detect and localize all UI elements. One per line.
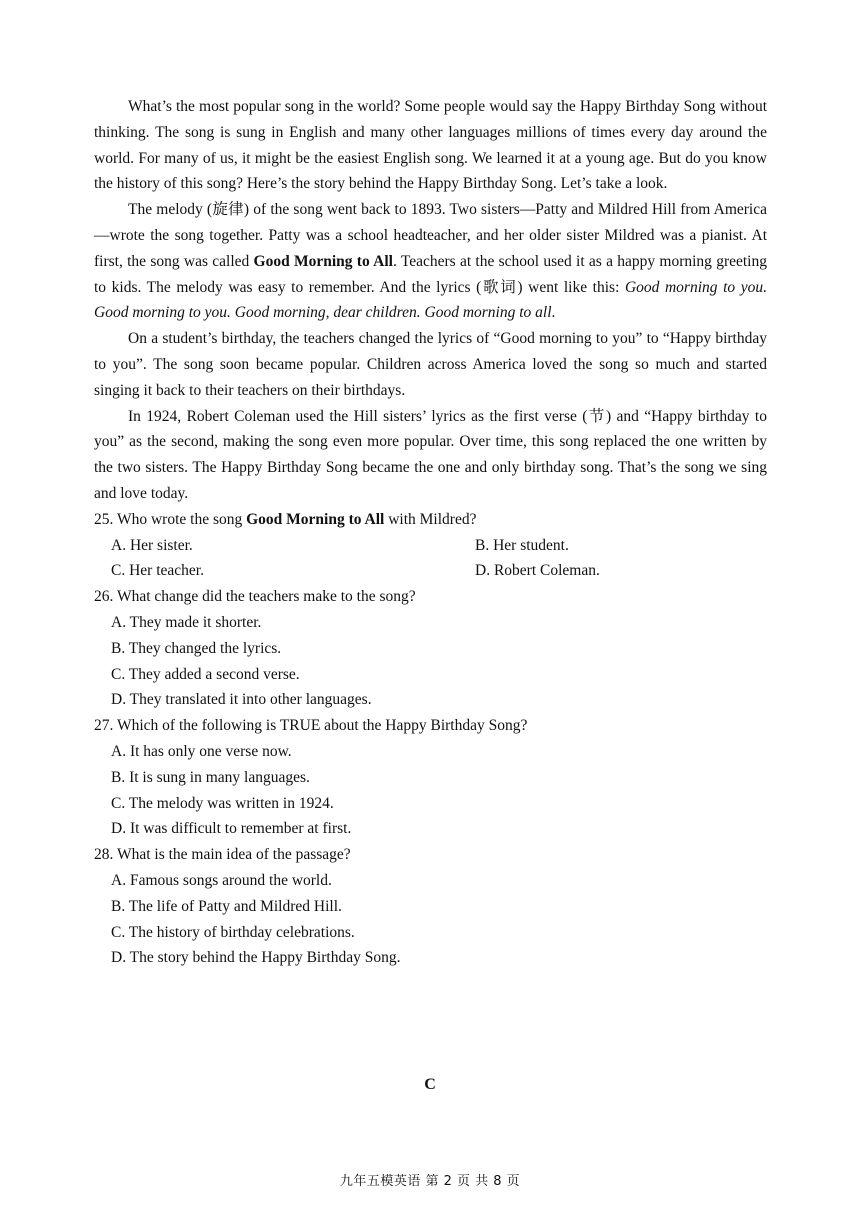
question-25 xyxy=(94,507,767,584)
q26-option-a[interactable]: A. They made it shorter. xyxy=(111,613,262,631)
question-26-stem: 26. What change did the teachers make to the song? xyxy=(94,588,416,606)
q27-option-c[interactable]: C. The melody was written in 1924. xyxy=(111,794,334,812)
exam-page xyxy=(94,94,767,971)
p2-text-b: . Teachers at the school used it as a happy morning greeting to kids. The melody was easy to remember. And the lyrics (歌词) went like this: xyxy=(94,252,767,296)
question-27-options xyxy=(94,739,767,842)
question-25-options xyxy=(94,533,767,585)
q27-option-a[interactable]: A. It has only one verse now. xyxy=(111,742,292,760)
page-footer: 九年五模英语 第 2 页 共 8 页 xyxy=(339,1174,521,1189)
p2-text-a: The melody (旋律) of the song went back to 1893. Two sisters—Patty and Mildred Hill from America—wrote the song together. Patty was a school headteacher, and her older sister Mildred was a pianist. At first, the song was called xyxy=(94,201,767,270)
question-26 xyxy=(94,584,767,713)
q25-stem-a: 25. Who wrote the song xyxy=(94,510,247,528)
lyrics-italic: Good morning to you. Good morning to you. Good morning, dear children. Good morning to all xyxy=(94,278,767,322)
q25-stem-bold: Good Morning to All xyxy=(246,510,385,528)
p2-text-end: . xyxy=(551,304,556,322)
q26-option-b[interactable]: B. They changed the lyrics. xyxy=(111,639,282,657)
q25-stem-b: with Mildred? xyxy=(384,510,477,528)
section-heading-c: C xyxy=(424,1076,436,1093)
passage-paragraph-3: On a student’s birthday, the teachers changed the lyrics of “Good morning to you” to “Happy birthday to you”. The song soon became popular. Children across America loved the song so much and started singing it back to their teachers on their birthdays. xyxy=(94,330,767,399)
q26-option-d[interactable]: D. They translated it into other languages. xyxy=(111,691,372,709)
song-title-bold: Good Morning to All xyxy=(253,252,393,270)
question-26-options xyxy=(94,610,767,713)
passage-paragraph-4: In 1924, Robert Coleman used the Hill sisters’ lyrics as the first verse (节) and “Happy birthday to you” as the second, making the song even more popular. Over time, this song replaced the one written by the two sisters. The Happy Birthday Song became the one and only birthday song. That’s the song we sing and love today. xyxy=(94,407,767,502)
q25-option-d[interactable]: D. Robert Coleman. xyxy=(475,562,600,580)
q28-option-a[interactable]: A. Famous songs around the world. xyxy=(111,871,332,889)
q26-option-c[interactable]: C. They added a second verse. xyxy=(111,665,300,683)
q28-option-b[interactable]: B. The life of Patty and Mildred Hill. xyxy=(111,897,342,915)
q27-option-b[interactable]: B. It is sung in many languages. xyxy=(111,768,310,786)
q27-option-d[interactable]: D. It was difficult to remember at first. xyxy=(111,820,352,838)
question-25-stem xyxy=(94,507,767,533)
question-27-stem: 27. Which of the following is TRUE about the Happy Birthday Song? xyxy=(94,717,528,735)
question-28-options xyxy=(94,868,767,971)
q25-option-a[interactable]: A. Her sister. xyxy=(111,536,193,554)
q28-option-c[interactable]: C. The history of birthday celebrations. xyxy=(111,923,355,941)
question-28 xyxy=(94,842,767,971)
passage-paragraph-1: What’s the most popular song in the world? Some people would say the Happy Birthday Song without thinking. The song is sung in English and many other languages millions of times every day around the world. For many of us, it might be the easiest English song. We learned it at a young age. But do you know the history of this song? Here’s the story behind the Happy Birthday Song. Let’s take a look. xyxy=(94,98,767,193)
passage-paragraph-2 xyxy=(94,197,767,326)
question-28-stem: 28. What is the main idea of the passage? xyxy=(94,846,351,864)
q25-option-b[interactable]: B. Her student. xyxy=(475,536,569,554)
q25-option-c[interactable]: C. Her teacher. xyxy=(111,562,204,580)
q28-option-d[interactable]: D. The story behind the Happy Birthday Song. xyxy=(111,949,401,967)
question-27 xyxy=(94,713,767,842)
